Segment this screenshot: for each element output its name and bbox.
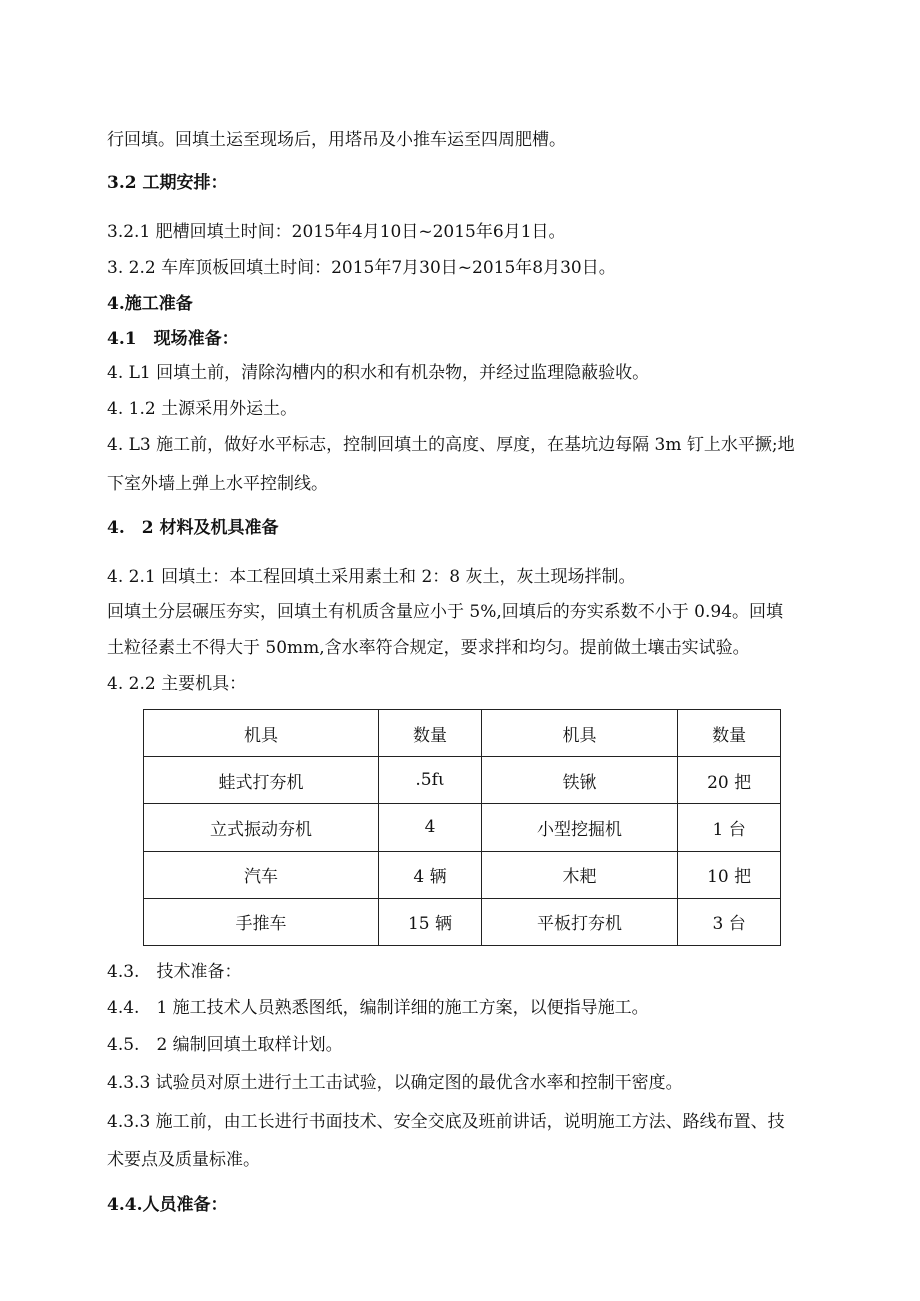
table-row bbox=[144, 898, 781, 945]
table-cell: 平板打夯机 bbox=[481, 898, 677, 945]
table-cell: 铁锹 bbox=[481, 757, 677, 804]
table-header-cell: 数量 bbox=[678, 710, 781, 757]
table-cell: 汽车 bbox=[144, 851, 379, 898]
table-cell: 1 台 bbox=[678, 804, 781, 851]
paragraph-line: 4.3.3 施工前，由工长进行书面技术、安全交底及班前讲话，说明施工方法、路线布置、技 bbox=[107, 1112, 785, 1132]
table-cell: .5fι bbox=[379, 757, 482, 804]
table-header-cell: 数量 bbox=[379, 710, 482, 757]
paragraph-line: 4.3. 技术准备： bbox=[107, 962, 242, 982]
paragraph-line: 4. L3 施工前，做好水平标志，控制回填土的高度、厚度，在基坑边每隔 3m 钉上水平撅;地 bbox=[107, 435, 795, 455]
paragraph-line: 4. 2.2 主要机具： bbox=[107, 674, 247, 694]
paragraph-line: 下室外墙上弹上水平控制线。 bbox=[107, 474, 328, 494]
table-row bbox=[144, 804, 781, 851]
paragraph-line: 4. L1 回填土前，清除沟槽内的积水和有机杂物，并经过监理隐蔽验收。 bbox=[107, 363, 650, 383]
paragraph-line: 4.4. 1 施工技术人员熟悉图纸，编制详细的施工方案，以便指导施工。 bbox=[107, 998, 649, 1018]
section-heading: 3.2 工期安排： bbox=[107, 173, 228, 193]
paragraph-line: 4. 1.2 土源采用外运土。 bbox=[107, 399, 298, 419]
table-header-cell: 机具 bbox=[144, 710, 379, 757]
table-cell: 立式振动夯机 bbox=[144, 804, 379, 851]
table-cell: 4 bbox=[379, 804, 482, 851]
table-cell: 蛙式打夯机 bbox=[144, 757, 379, 804]
paragraph-line: 4.5. 2 编制回填土取样计划。 bbox=[107, 1035, 343, 1055]
section-heading: 4. 2 材料及机具准备 bbox=[107, 518, 279, 538]
paragraph-line: 行回填。回填土运至现场后，用塔吊及小推车运至四周肥槽。 bbox=[107, 130, 566, 150]
table-header-row bbox=[144, 710, 781, 757]
table-cell: 20 把 bbox=[678, 757, 781, 804]
table-cell: 10 把 bbox=[678, 851, 781, 898]
paragraph-line: 土粒径素土不得大于 50mm,含水率符合规定，要求拌和均匀。提前做土壤击实试验。 bbox=[107, 638, 750, 658]
paragraph-line: 术要点及质量标准。 bbox=[107, 1150, 260, 1170]
paragraph-line: 回填土分层碾压夯实，回填土有机质含量应小于 5%,回填后的夯实系数不小于 0.94。回填 bbox=[107, 602, 784, 622]
table-cell: 3 台 bbox=[678, 898, 781, 945]
paragraph-line: 4.3.3 试验员对原土进行土工击试验，以确定图的最优含水率和控制干密度。 bbox=[107, 1073, 683, 1093]
table-cell: 小型挖掘机 bbox=[481, 804, 677, 851]
equipment-table bbox=[143, 709, 781, 946]
table-row bbox=[144, 757, 781, 804]
paragraph-line: 3.2.1 肥槽回填土时间：2015年4月10日~2015年6月1日。 bbox=[107, 222, 566, 242]
table-cell: 木耙 bbox=[481, 851, 677, 898]
paragraph-line: 3. 2.2 车库顶板回填土时间：2015年7月30日~2015年8月30日。 bbox=[107, 258, 616, 278]
section-heading: 4.施工准备 bbox=[107, 294, 193, 314]
section-heading: 4.4.人员准备： bbox=[107, 1195, 228, 1215]
table-cell: 15 辆 bbox=[379, 898, 482, 945]
table-cell: 4 辆 bbox=[379, 851, 482, 898]
paragraph-line: 4. 2.1 回填土：本工程回填土采用素土和 2：8 灰土，灰土现场拌制。 bbox=[107, 567, 636, 587]
section-heading: 4.1 现场准备： bbox=[107, 329, 239, 349]
table-cell: 手推车 bbox=[144, 898, 379, 945]
table-row bbox=[144, 851, 781, 898]
table-header-cell: 机具 bbox=[481, 710, 677, 757]
